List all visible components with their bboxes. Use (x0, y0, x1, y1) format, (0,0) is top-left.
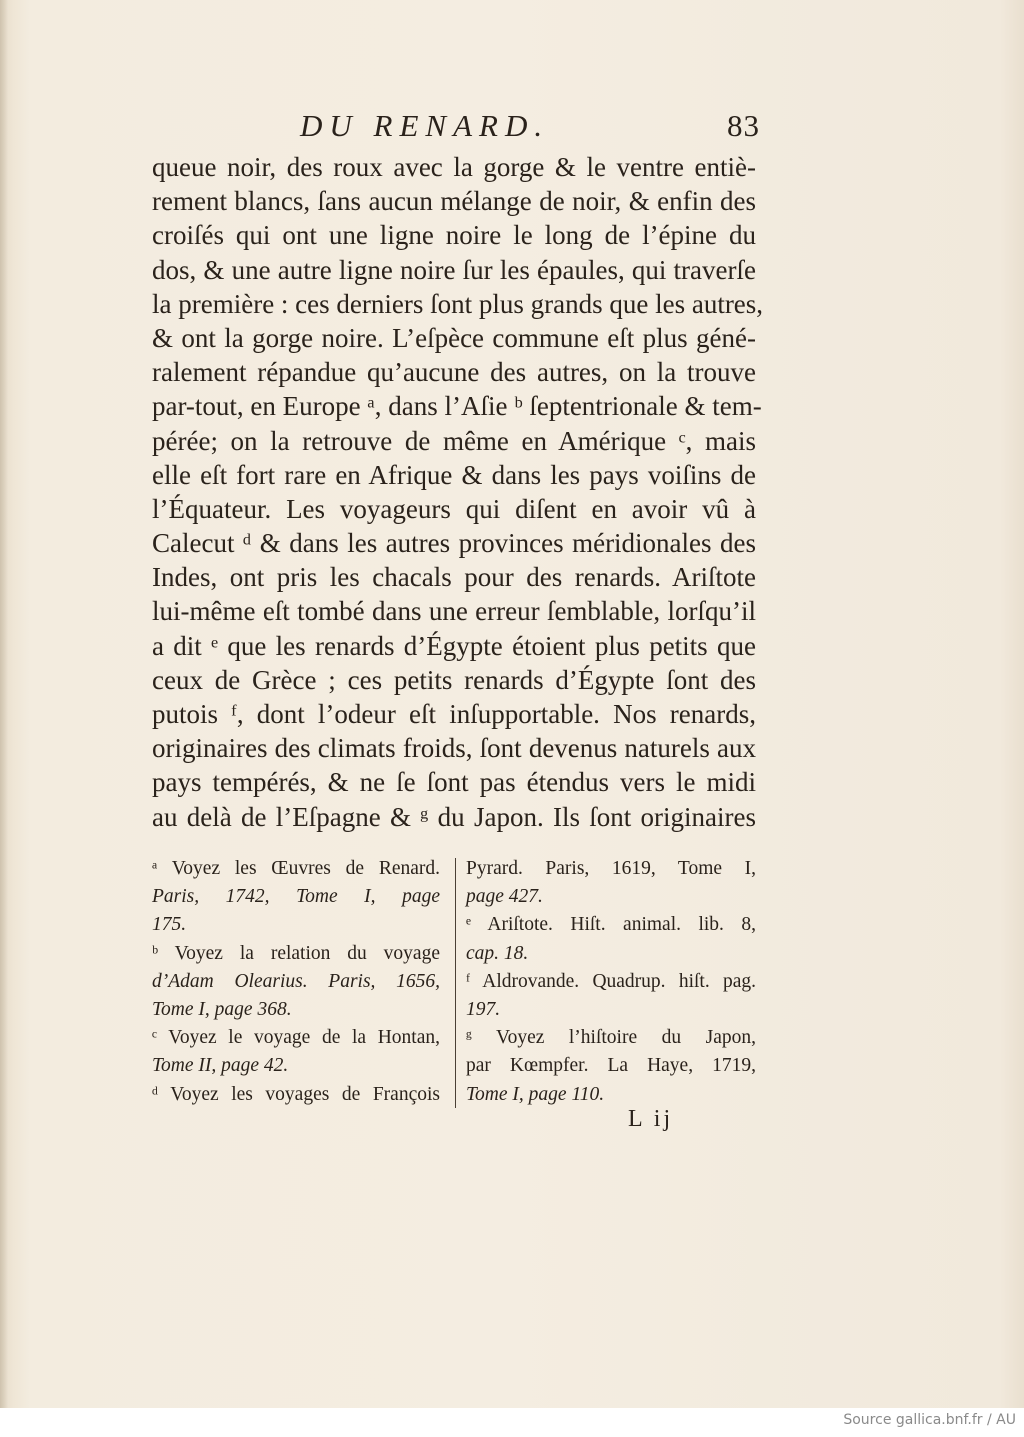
page-number: 83 (727, 108, 760, 143)
footnote-line: Tome II, page 42. (152, 1055, 289, 1077)
body-text (152, 150, 764, 834)
footnote-line: 175. (152, 914, 187, 936)
body-line: la première : ces derniers ſont plus grands que les autres, (152, 288, 764, 319)
footnote-line: ᵇ Voyez la relation du voyage (152, 942, 440, 964)
signature-mark: L ij (628, 1106, 674, 1132)
running-title: DU RENARD. (300, 108, 550, 143)
body-line: queue noir, des roux avec la gorge & le ventre entiè- (152, 152, 756, 182)
footnote-line: Tome I, page 368. (152, 998, 292, 1020)
body-line: dos, & une autre ligne noire ſur les épaules, qui traverſe (152, 254, 756, 285)
body-line: au delà de l’Eſpagne & ᵍ du Japon. Ils ſont originaires (152, 801, 756, 832)
body-line: croiſés qui ont une ligne noire le long de l’épine du (152, 220, 756, 251)
footnote-line: cap. 18. (466, 942, 529, 964)
body-line: ceux de Grèce ; ces petits renards d’Égypte ſont des (152, 664, 756, 695)
source-strip (0, 1408, 1024, 1437)
footnote-line: page 427. (466, 886, 543, 908)
footnote-line: ᵉ Ariſtote. Hiſt. animal. lib. 8, (466, 914, 756, 936)
body-line: l’Équateur. Les voyageurs qui diſent en avoir vû à (152, 493, 756, 524)
footnote-line: Pyrard. Paris, 1619, Tome I, (466, 858, 756, 879)
footnote-line: 197. (466, 998, 501, 1020)
footnote-line: par Kœmpfer. La Haye, 1719, (466, 1055, 756, 1077)
footnotes-left-column (152, 855, 440, 1109)
body-line: lui-même eſt tombé dans une erreur ſemblable, lorſqu’il (152, 596, 756, 627)
footnotes-right-column (466, 855, 756, 1109)
footnote-line: d’Adam Olearius. Paris, 1656, (152, 970, 440, 992)
body-line: originaires des climats froids, ſont devenus naturels aux (152, 733, 756, 764)
body-line: par-tout, en Europe ᵃ, dans l’Aſie ᵇ ſeptentrionale & tem- (152, 391, 762, 422)
page-header (300, 108, 760, 154)
footnote-column-divider (455, 858, 456, 1108)
body-line: Calecut ᵈ & dans les autres provinces méridionales des (152, 528, 756, 559)
footnote-line: ᵃ Voyez les Œuvres de Renard. (152, 858, 440, 879)
body-line: a dit ᵉ que les renards d’Égypte étoient plus petits que (152, 630, 756, 661)
body-line: & ont la gorge noire. L’eſpèce commune eſt plus géné- (152, 322, 756, 353)
body-line: ralement répandue qu’aucune des autres, on la trouve (152, 357, 756, 388)
footnote-line: ᶜ Voyez le voyage de la Hontan, (152, 1027, 440, 1049)
footnote-line: ᶠ Aldrovande. Quadrup. hiſt. pag. (466, 970, 756, 992)
body-line: Indes, ont pris les chacals pour des renards. Ariſtote (152, 562, 756, 593)
footnote-line: ᵍ Voyez l’hiſtoire du Japon, (466, 1027, 756, 1049)
footnote-line: ᵈ Voyez les voyages de François (152, 1083, 440, 1105)
footnote-line: Tome I, page 110. (466, 1083, 605, 1105)
body-line: pérée; on la retrouve de même en Amérique ᶜ, mais (152, 425, 756, 456)
body-line: elle eſt fort rare en Afrique & dans les pays voiſins de (152, 459, 756, 490)
body-line: rement blancs, ſans aucun mélange de noir, & enfin des (152, 186, 756, 217)
body-line: putois ᶠ, dont l’odeur eſt inſupportable. Nos renards, (152, 699, 756, 729)
footnote-line: Paris, 1742, Tome I, page (152, 886, 440, 908)
source-credit-link[interactable]: Source gallica.bnf.fr / AU (843, 1412, 1016, 1428)
body-line: pays tempérés, & ne ſe ſont pas étendus vers le midi (152, 767, 756, 798)
